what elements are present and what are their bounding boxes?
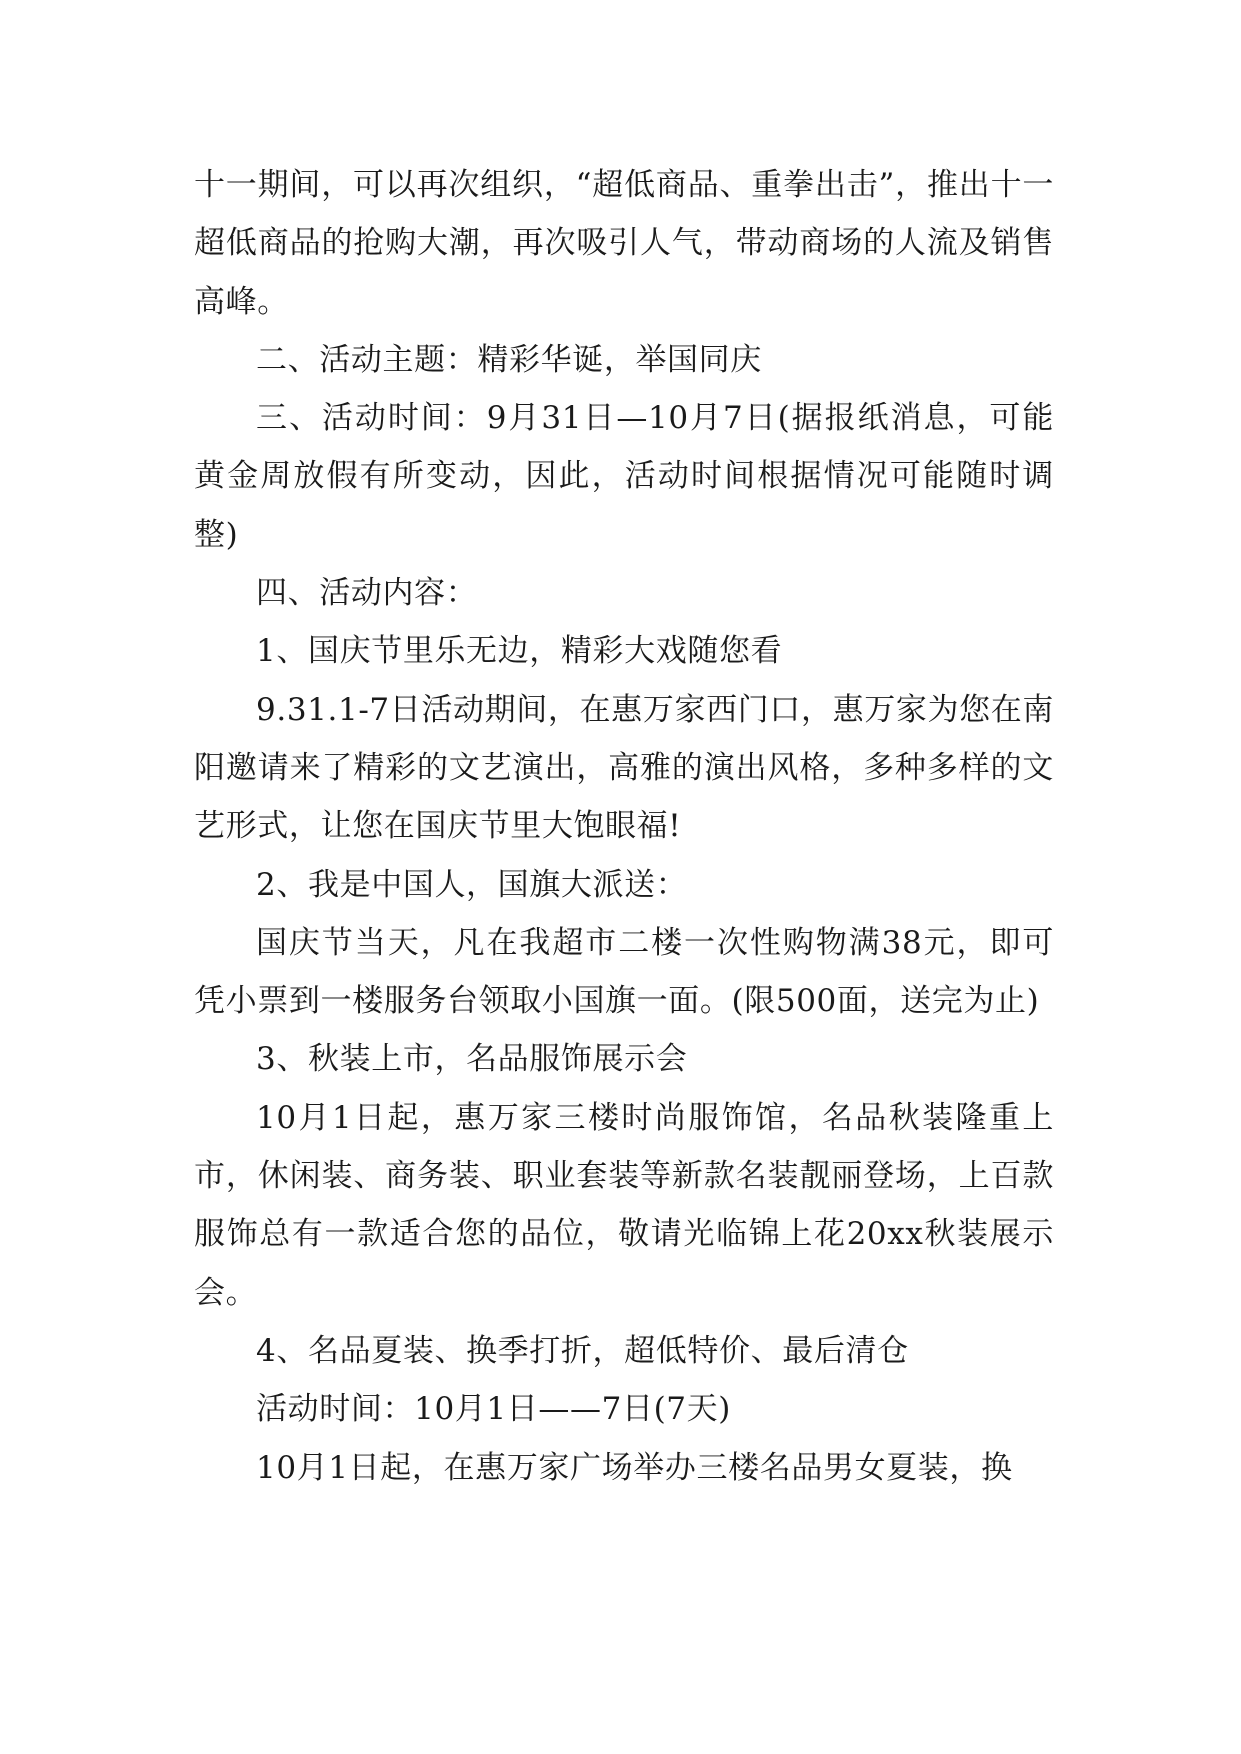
paragraph: 活动时间：10月1日——7日(7天) — [256, 1391, 731, 1428]
paragraph: 10月1日起，惠万家三楼时尚服饰馆，名品秋装隆重上市，休闲装、商务装、职业套装等新款名装靓丽登场，上百款服饰总有一款适合您的品位，敬请光临锦上花20xx秋装展示会。 — [194, 1099, 1054, 1311]
paragraph: 2、我是中国人，国旗大派送： — [256, 866, 688, 903]
paragraph: 十一期间，可以再次组织，“超低商品、重拳出击”，推出十一超低商品的抢购大潮，再次吸引人气，带动商场的人流及销售高峰。 — [194, 167, 1054, 320]
paragraph: 9.31.1-7日活动期间，在惠万家西门口，惠万家为您在南阳邀请来了精彩的文艺演出，高雅的演出风格，多种多样的文艺形式，让您在国庆节里大饱眼福! — [194, 691, 1054, 845]
paragraph: 国庆节当天，凡在我超市二楼一次性购物满38元，即可凭小票到一楼服务台领取小国旗一面。(限500面，送完为止) — [194, 924, 1054, 1020]
paragraph: 3、秋装上市，名品服饰展示会 — [256, 1041, 688, 1078]
paragraph: 4、名品夏装、换季打折，超低特价、最后清仓 — [256, 1332, 909, 1369]
paragraph: 四、活动内容： — [256, 575, 478, 612]
paragraph: 二、活动主题：精彩华诞，举国同庆 — [256, 341, 762, 378]
paragraph: 10月1日起，在惠万家广场举办三楼名品男女夏装，换 — [256, 1449, 1013, 1486]
document-body — [194, 156, 1054, 1497]
paragraph: 三、活动时间：9月31日—10月7日(据报纸消息，可能黄金周放假有所变动，因此，活动时间根据情况可能随时调整) — [194, 400, 1054, 553]
paragraph: 1、国庆节里乐无边，精彩大戏随您看 — [256, 633, 783, 670]
